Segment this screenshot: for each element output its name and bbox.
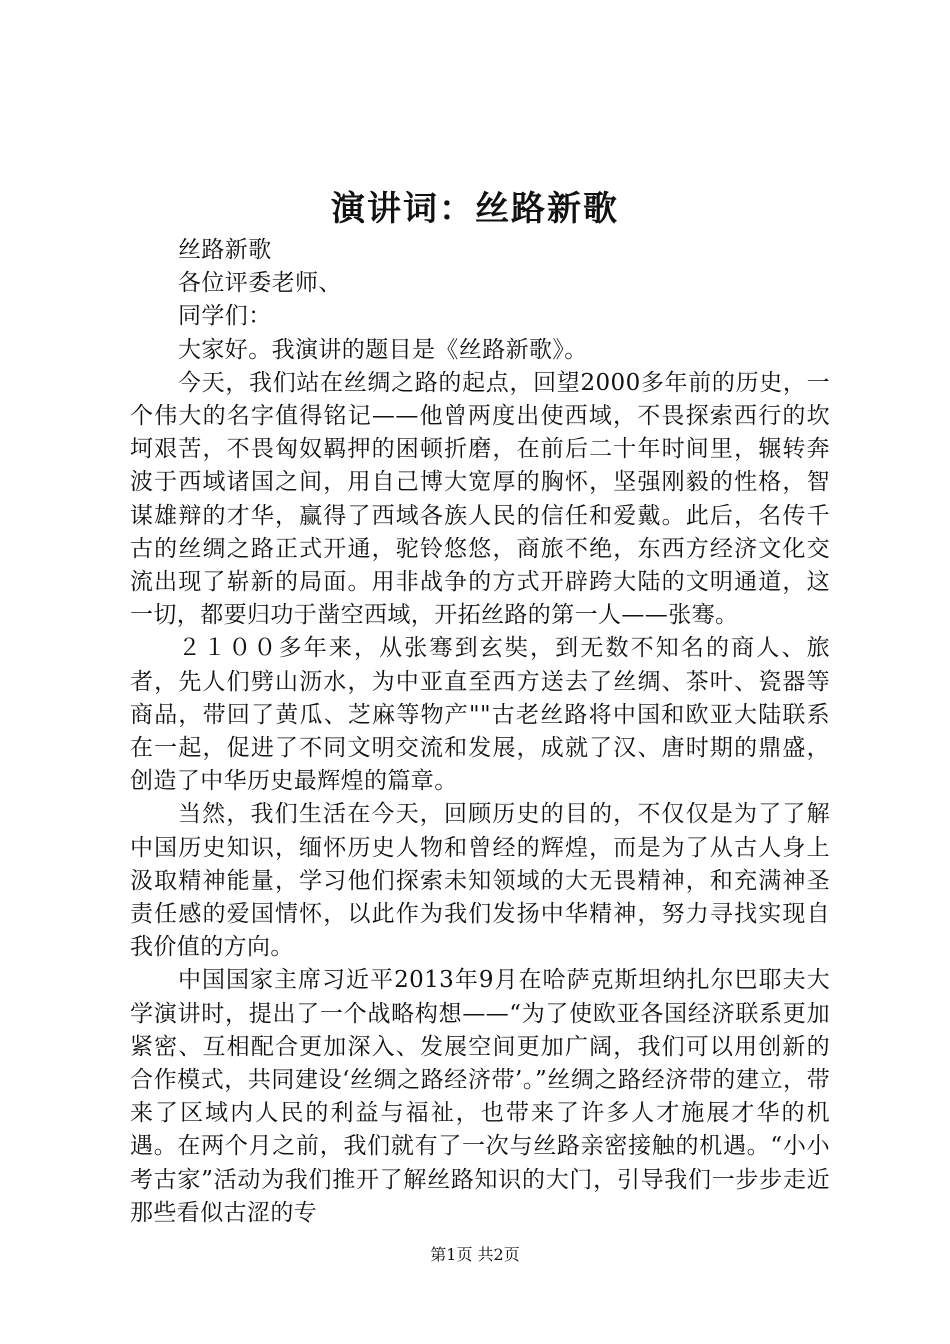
- paragraph-history: ２１００多年来，从张骞到玄奘，到无数不知名的商人、旅者，先人们劈山沥水，为中亚直至西方送去了丝绸、茶叶、瓷器等商品，带回了黄瓜、芝麻等物产""古老丝路将中国和欧亚大陆联系在一起，促进了不同文明交流和发展，成就了汉、唐时期的鼎盛，创造了中华历史最辉煌的篇章。: [130, 635, 830, 795]
- page-footer: 第1页 共2页: [430, 1245, 520, 1264]
- paragraph-zhang-qian: 今天，我们站在丝绸之路的起点，回望2000多年前的历史，一个伟大的名字值得铭记——他曾两度出使西域，不畏探索西行的坎坷艰苦，不畏匈奴羁押的困顿折磨，在前后二十年时间里，辗转奔波于西域诸国之间，用自己博大宽厚的胸怀，坚强刚毅的性格，智谋雄辩的才华，赢得了西域各族人民的信任和爱戴。此后，名传千古的丝绸之路正式开通，驼铃悠悠，商旅不绝，东西方经济文化交流出现了崭新的局面。用非战争的方式开辟跨大陆的文明通道，这一切，都要归功于凿空西域，开拓丝路的第一人——张骞。: [130, 369, 830, 629]
- document-body: [130, 234, 830, 1230]
- paragraph-economic-belt: 中国国家主席习近平2013年9月在哈萨克斯坦纳扎尔巴耶夫大学演讲时，提出了一个战略构想——“为了使欧亚各国经济联系更加紧密、互相配合更加深入、发展空间更加广阔，我们可以用创新的合作模式，共同建设‘丝绸之路经济带’。”丝绸之路经济带的建立，带来了区域内人民的利益与福祉，也带来了许多人才施展才华的机遇。在两个月之前，我们就有了一次与丝路亲密接触的机遇。“小小考古家”活动为我们推开了解丝路知识的大门，引导我们一步步走近那些看似古涩的专: [130, 967, 830, 1226]
- paragraph-purpose: 当然，我们生活在今天，回顾历史的目的，不仅仅是为了了解中国历史知识，缅怀历史人物和曾经的辉煌，而是为了从古人身上汲取精神能量，学习他们探索未知领域的大无畏精神，和充满神圣责任感的爱国情怀，以此作为我们发扬中华精神，努力寻找实现自我价值的方向。: [130, 801, 830, 961]
- paragraph-subtitle: 丝路新歌: [178, 237, 272, 263]
- paragraph-greeting: 大家好。我演讲的题目是《丝路新歌》。: [178, 336, 588, 363]
- paragraph-salutation-judges: 各位评委老师、: [178, 270, 342, 297]
- paragraph-salutation-students: 同学们：: [178, 303, 272, 330]
- document-title: 演讲词：丝路新歌: [331, 189, 619, 229]
